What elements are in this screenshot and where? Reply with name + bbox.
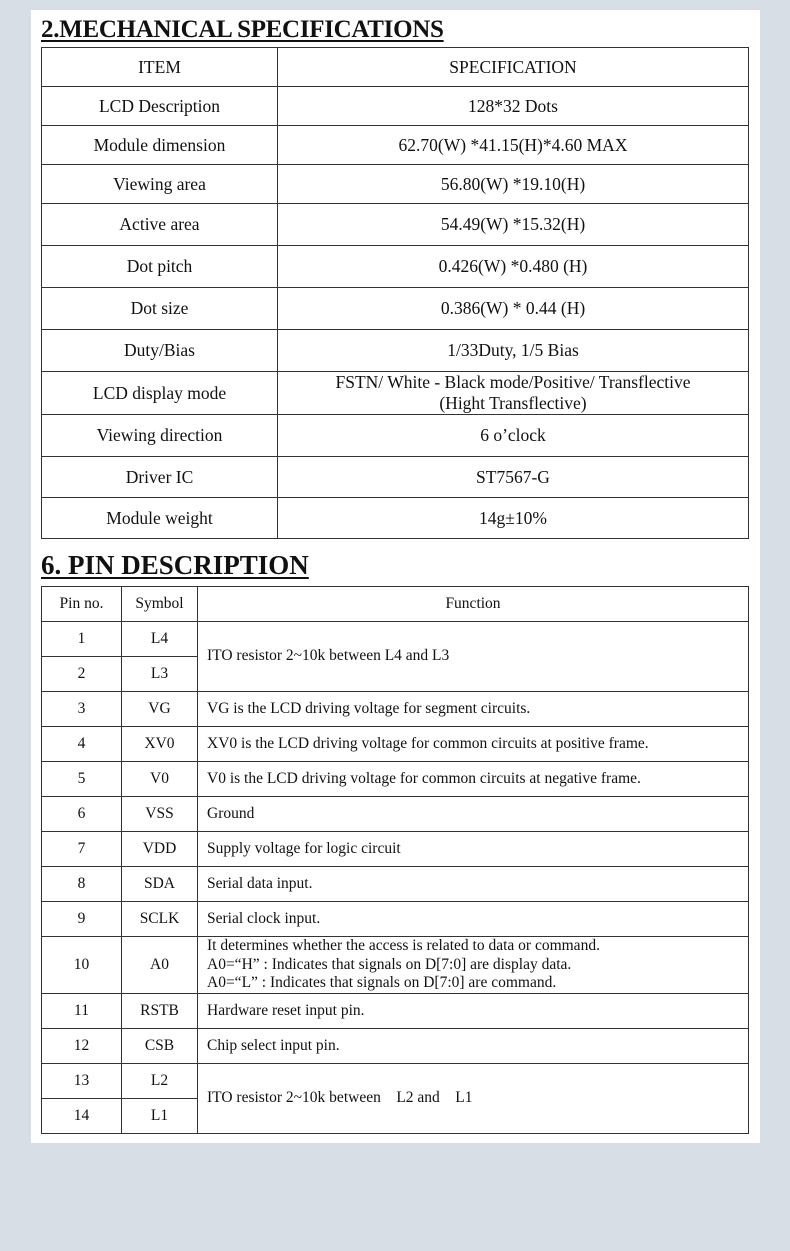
table-row [42,87,749,126]
pin-function: Serial data input. [198,867,749,902]
table-row [42,372,749,415]
table-row [42,797,749,832]
spec-line: FSTN/ White - Black mode/Positive/ Transflective [335,372,691,392]
pin-symbol: A0 [122,937,198,994]
pin-number: 11 [42,994,122,1029]
pin-symbol: CSB [122,1029,198,1064]
function-line: It determines whether the access is related to data or command. [207,937,600,955]
table-row [42,165,749,204]
pin-number: 4 [42,727,122,762]
pin-symbol: L2 [122,1064,198,1099]
table-row [42,204,749,246]
pin-number: 12 [42,1029,122,1064]
table-row [42,762,749,797]
pin-number: 5 [42,762,122,797]
table-row [42,727,749,762]
function-line: A0=“L” : Indicates that signals on D[7:0] are command. [207,974,557,992]
pin-symbol: XV0 [122,727,198,762]
item-cell: Module dimension [42,126,278,165]
column-header-symbol: Symbol [122,587,198,622]
item-cell: Viewing direction [42,415,278,457]
mechanical-specs-table [41,47,749,539]
item-cell: Module weight [42,498,278,539]
pin-number: 3 [42,692,122,727]
pin-function: Ground [198,797,749,832]
table-row [42,1064,749,1099]
spec-cell: 62.70(W) *41.15(H)*4.60 MAX [278,126,749,165]
pin-number: 8 [42,867,122,902]
function-line: A0=“H” : Indicates that signals on D[7:0] are display data. [207,955,572,973]
mechanical-specs-heading: 2.MECHANICAL SPECIFICATIONS [41,16,444,43]
spec-cell: 0.426(W) *0.480 (H) [278,246,749,288]
item-cell: Dot pitch [42,246,278,288]
item-cell: LCD Description [42,87,278,126]
spec-cell: ST7567-G [278,457,749,498]
table-row [42,288,749,330]
table-row [42,415,749,457]
pin-number: 2 [42,657,122,692]
pin-number: 1 [42,622,122,657]
pin-description-heading: 6. PIN DESCRIPTION [41,550,309,580]
pin-symbol: SCLK [122,902,198,937]
item-cell: Dot size [42,288,278,330]
pin-symbol: SDA [122,867,198,902]
pin-function: Chip select input pin. [198,1029,749,1064]
spec-line: (Hight Transflective) [439,393,587,413]
pin-function: XV0 is the LCD driving voltage for common circuits at positive frame. [198,727,749,762]
spec-cell: 54.49(W) *15.32(H) [278,204,749,246]
table-row [42,246,749,288]
pin-symbol: VDD [122,832,198,867]
column-header-function: Function [198,587,749,622]
table-row [42,126,749,165]
table-row [42,902,749,937]
column-header-specification: SPECIFICATION [278,48,749,87]
pin-symbol: V0 [122,762,198,797]
table-header-row [42,48,749,87]
spec-cell: 56.80(W) *19.10(H) [278,165,749,204]
pin-symbol: L3 [122,657,198,692]
spec-cell [278,372,749,415]
pin-number: 9 [42,902,122,937]
pin-symbol: L1 [122,1099,198,1134]
pin-symbol: VG [122,692,198,727]
pin-number: 7 [42,832,122,867]
table-row [42,330,749,372]
table-row [42,994,749,1029]
pin-function: VG is the LCD driving voltage for segment circuits. [198,692,749,727]
table-row [42,457,749,498]
item-cell: Active area [42,204,278,246]
table-header-row [42,587,749,622]
spec-cell: 14g±10% [278,498,749,539]
pin-function [198,937,749,994]
table-row [42,867,749,902]
table-row [42,692,749,727]
spec-cell: 1/33Duty, 1/5 Bias [278,330,749,372]
pin-function: ITO resistor 2~10k between L2 and L1 [198,1064,749,1134]
column-header-pin-no: Pin no. [42,587,122,622]
spec-cell: 128*32 Dots [278,87,749,126]
pin-function: Hardware reset input pin. [198,994,749,1029]
table-row [42,498,749,539]
spec-cell: 0.386(W) * 0.44 (H) [278,288,749,330]
pin-symbol: RSTB [122,994,198,1029]
pin-number: 10 [42,937,122,994]
pin-function: ITO resistor 2~10k between L4 and L3 [198,622,749,692]
pin-symbol: L4 [122,622,198,657]
pin-function: Serial clock input. [198,902,749,937]
item-cell: LCD display mode [42,372,278,415]
pin-description-table [41,586,749,1134]
table-row [42,937,749,994]
pin-function: V0 is the LCD driving voltage for common circuits at negative frame. [198,762,749,797]
pin-symbol: VSS [122,797,198,832]
item-cell: Driver IC [42,457,278,498]
item-cell: Viewing area [42,165,278,204]
table-row [42,1029,749,1064]
pin-number: 14 [42,1099,122,1134]
table-row [42,622,749,657]
item-cell: Duty/Bias [42,330,278,372]
pin-number: 13 [42,1064,122,1099]
column-header-item: ITEM [42,48,278,87]
datasheet-page [31,10,760,1143]
pin-number: 6 [42,797,122,832]
spec-cell: 6 o’clock [278,415,749,457]
table-row [42,832,749,867]
pin-function: Supply voltage for logic circuit [198,832,749,867]
